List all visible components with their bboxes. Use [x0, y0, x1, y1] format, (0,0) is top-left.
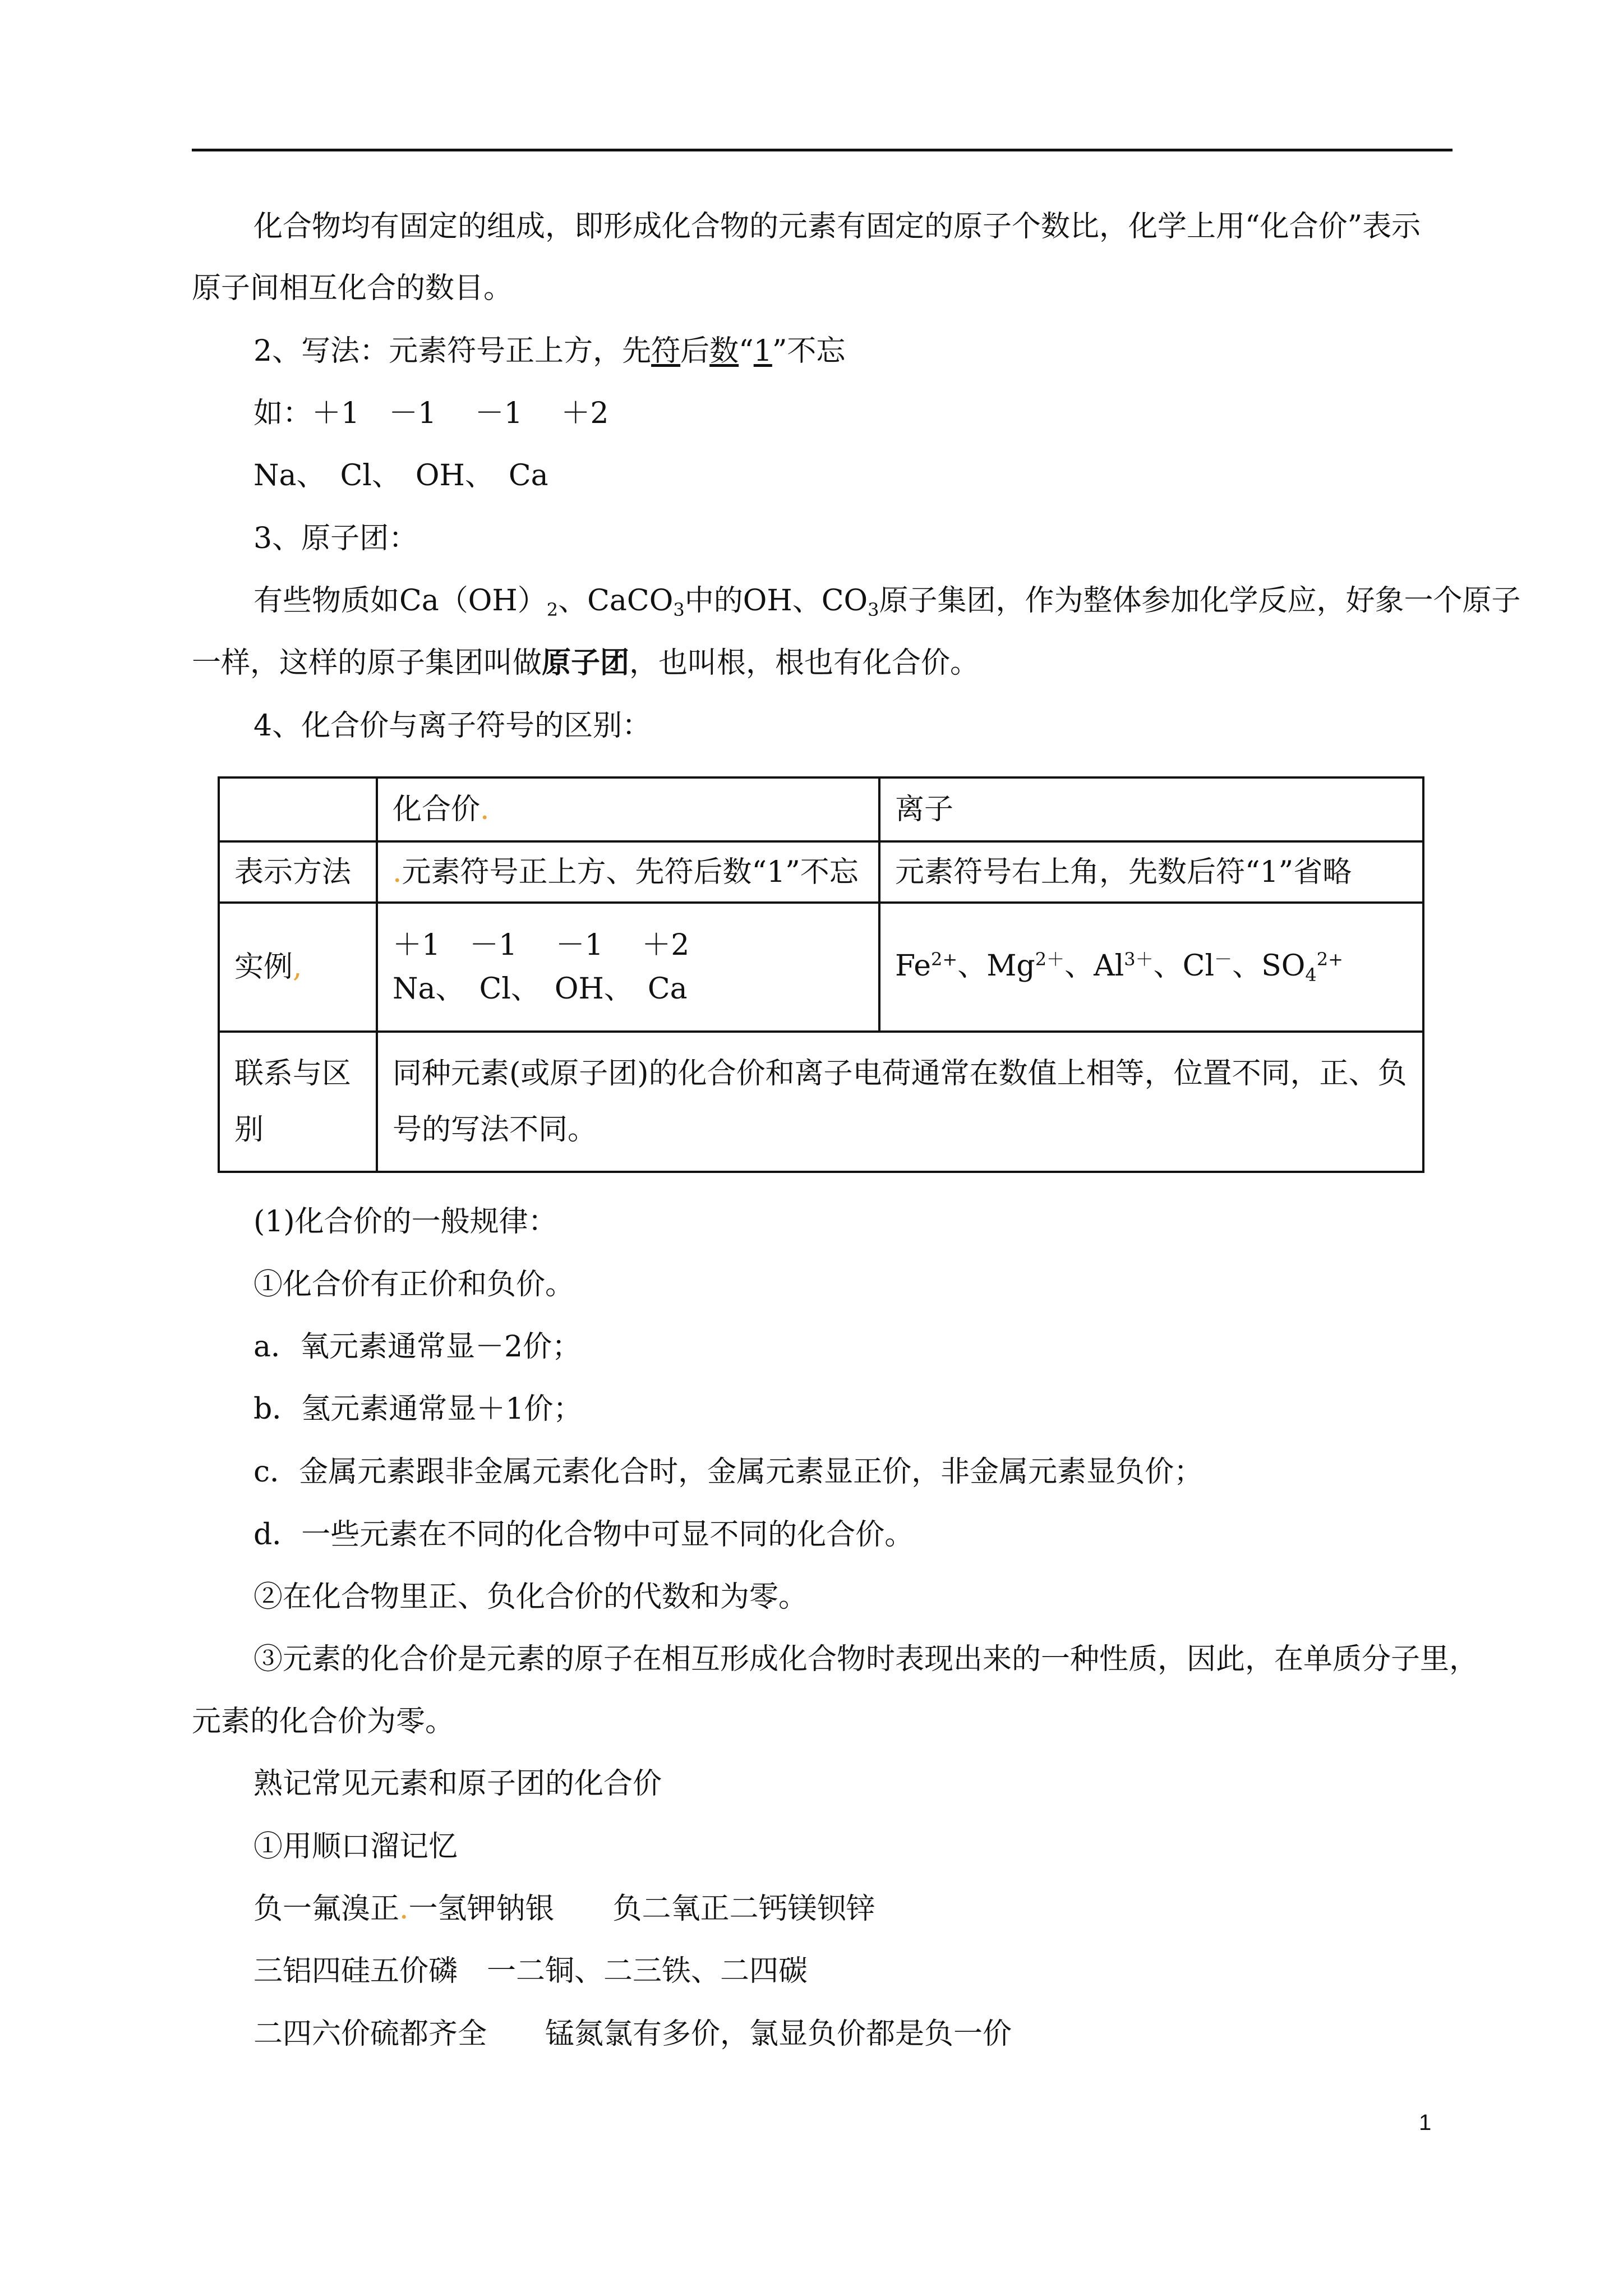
table-header-ion: 离子	[879, 777, 1423, 841]
rule-1b: b．氢元素通常显＋1价；	[253, 1392, 583, 1426]
table-row	[219, 777, 1423, 841]
rule-1c: c．金属元素跟非金属元素化合时，金属元素显正价，非金属元素显负价；	[253, 1455, 1204, 1489]
paragraph-radical-cont: 一样，这样的原子集团叫做原子团，也叫根，根也有化合价。	[192, 646, 980, 680]
table-row-label: 实例,	[219, 903, 377, 1032]
table-cell	[377, 903, 879, 1032]
rules-heading: (1)化合价的一般规律：	[253, 1205, 557, 1239]
example-symbols: Na、 Cl、 OH、 Ca	[253, 459, 548, 493]
table-row	[219, 841, 1423, 903]
example-values: ＋1 －1 －1 ＋2	[393, 928, 690, 962]
paragraph-valence-definition-cont: 原子间相互化合的数目。	[192, 272, 513, 305]
comparison-table	[218, 776, 1424, 1173]
table-header-valence: 化合价.	[377, 777, 879, 841]
table-row-label: 联系与区别	[219, 1032, 377, 1172]
heading-writing-method: 2、写法：元素符号正上方，先符后数“1”不忘	[253, 334, 846, 368]
header-rule	[192, 149, 1453, 151]
table-cell: .元素符号正上方、先符后数“1”不忘	[377, 841, 879, 903]
paragraph-radical: 有些物质如$Ca(OH)_2$、CaCO$_3$中的OH、$CO_3$原子集团，作为整体参加化学反应，好象一个原子	[253, 584, 1521, 620]
table-cell: 同种元素(或原子团)的化合价和离子电荷通常在数值上相等，位置不同，正、负号的写法不同。	[377, 1032, 1423, 1172]
mnemonic-heading: ①用顺口溜记忆	[253, 1830, 458, 1864]
example-symbols: Na、 Cl、 OH、 Ca	[393, 972, 688, 1006]
rule-1d: d．一些元素在不同的化合物中可显不同的化合价。	[253, 1518, 914, 1552]
rule-3-cont: 元素的化合价为零。	[192, 1705, 455, 1738]
memorize-heading: 熟记常见元素和原子团的化合价	[253, 1767, 662, 1801]
table-cell: 元素符号右上角，先数后符“1”省略	[879, 841, 1423, 903]
table-row	[219, 1032, 1423, 1172]
paragraph-valence-definition: 化合物均有固定的组成，即形成化合物的元素有固定的原子个数比，化学上用“化合价”表示	[253, 210, 1421, 243]
rule-3: ③元素的化合价是元素的原子在相互形成化合物时表现出来的一种性质，因此，在单质分子里，	[253, 1642, 1479, 1676]
heading-difference: 4、化合价与离子符号的区别：	[253, 709, 652, 743]
rule-1a: a．氧元素通常显－2价；	[253, 1330, 582, 1364]
example-values: 如：＋1 －1 －1 ＋2	[253, 397, 609, 430]
table-row-label: 表示方法	[219, 841, 377, 903]
table-cell-ion-examples: $Fe^{2+}$、$Mg^{2+}$、$Al^{3+}$、Cl－、$SO_4^{2+}$	[879, 903, 1423, 1032]
table-cell-empty	[219, 777, 377, 841]
rule-2: ②在化合物里正、负化合价的代数和为零。	[253, 1580, 808, 1614]
mnemonic-line-3: 二四六价硫都齐全 锰氮氯有多价，氯显负价都是负一价	[253, 2017, 1012, 2051]
table-row	[219, 903, 1423, 1032]
page-number: 1	[1419, 2110, 1432, 2135]
mnemonic-line-2: 三铝四硅五价磷 一二铜、二三铁、二四碳	[253, 1954, 808, 1988]
mnemonic-line-1: 负一氟溴正.一氢钾钠银 负二氧正二钙镁钡锌	[253, 1892, 875, 1926]
rule-1: ①化合价有正价和负价。	[253, 1268, 575, 1301]
heading-radical: 3、原子团：	[253, 522, 418, 555]
